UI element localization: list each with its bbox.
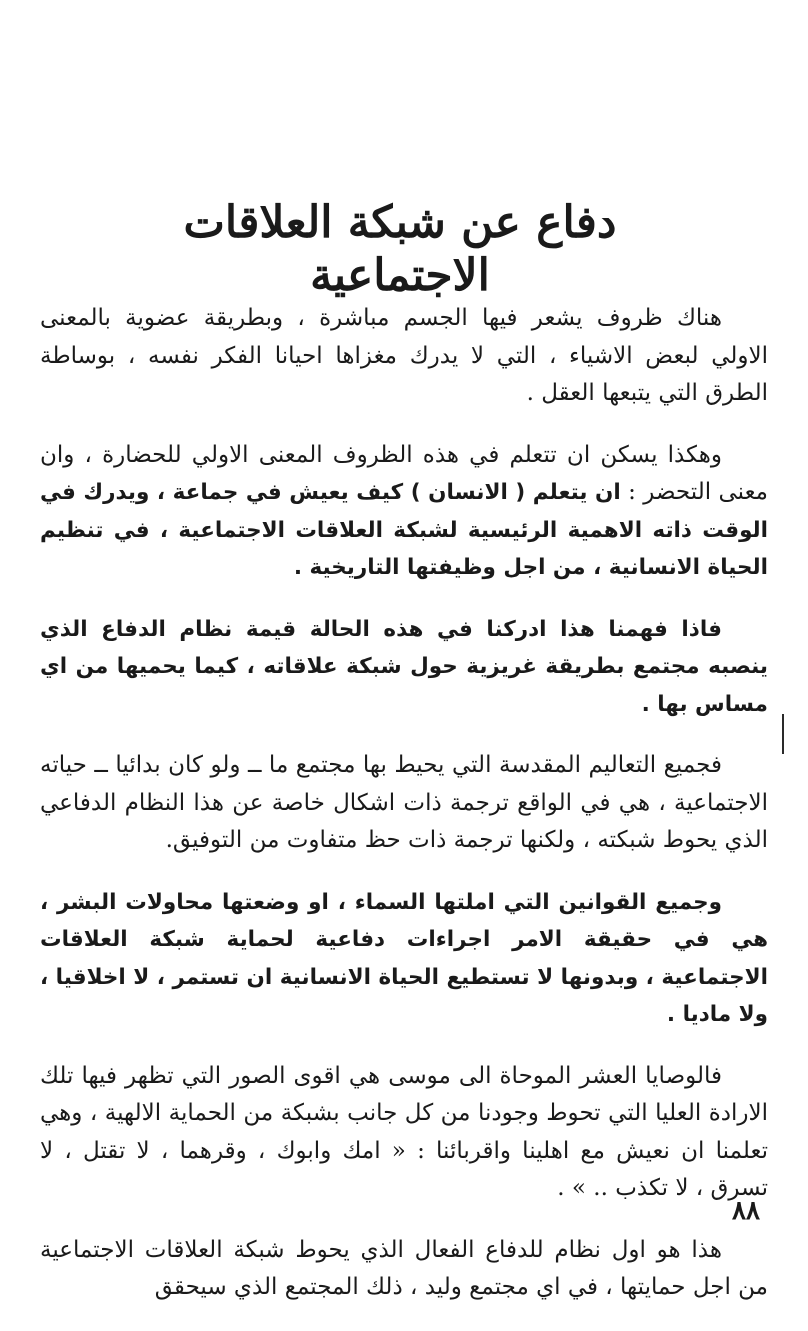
paragraph-3: فاذا فهمنا هذا ادركنا في هذه الحالة قيمة نظام الدفاع الذي ينصبه مجتمع بطريقة غريزية حول شبكة علاقاته ، كيما يحميها من اي مساس بها .: [40, 616, 768, 717]
paragraph-2: [40, 437, 768, 587]
paragraph-5: وجميع القوانين التي املتها السماء ، او وضعتها محاولات البشر ، هي في حقيقة الامر اجراءات دفاعية لحماية شبكة العلاقات الاجتماعية ، وبدونها لا تستطيع الحياة الانسانية ان تستمر ، لا اخلاقيا ، ولا ماديا .: [40, 889, 768, 1027]
paragraph-2-emphasis: ان يتعلم ( الانسان ) كيف يعيش في جماعة ، ويدرك في الوقت ذاته الاهمية الرئيسية لشبكة العلاقات الاجتماعية ، في تنظيم الحياة الانسانية ، من اجل وظيفتها التاريخية .: [40, 480, 768, 580]
margin-mark: [782, 714, 784, 754]
paragraph-1: هناك ظروف يشعر فيها الجسم مباشرة ، وبطريقة عضوية بالمعنى الاولي لبعض الاشياء ، التي لا يدرك مغزاها احيانا الفكر نفسه ، بوساطة الطرق التي يتبعها العقل .: [40, 305, 768, 406]
page-number: ٨٨: [732, 1196, 760, 1226]
chapter-title: دفاع عن شبكة العلاقات الاجتماعية: [183, 197, 617, 302]
paragraph-7: هذا هو اول نظام للدفاع الفعال الذي يحوط شبكة العلاقات الاجتماعية من اجل حمايتها ، في اي مجتمع وليد ، ذلك المجتمع الذي سيحقق: [40, 1236, 768, 1300]
paragraph-4: فجميع التعاليم المقدسة التي يحيط بها مجتمع ما ــ ولو كان بدائيا ــ حياته الاجتماعية ، هي في الواقع ترجمة ذات اشكال خاصة عن هذا النظام الدفاعي الذي يحوط شبكته ، ولكنها ترجمة ذات حظ متفاوت من التوفيق.: [40, 752, 768, 853]
paragraph-2-intro: وهكذا يسكن ان تتعلم في هذه الظروف المعنى الاولي للحضارة ، وان معنى التحضر :: [40, 441, 769, 505]
page-body: [40, 300, 768, 1331]
paragraph-6: فالوصايا العشر الموحاة الى موسى هي اقوى الصور التي تظهر فيها تلك الارادة العليا التي تحوط وجودنا من كل جانب بشبكة من الحماية الالهية ، وهي تعلمنا ان نعيش مع اهلينا واقربائنا : « امك وابوك ، وقرهما ، لا تقتل ، لا تسرق ، لا تكذب .. » .: [40, 1062, 768, 1201]
